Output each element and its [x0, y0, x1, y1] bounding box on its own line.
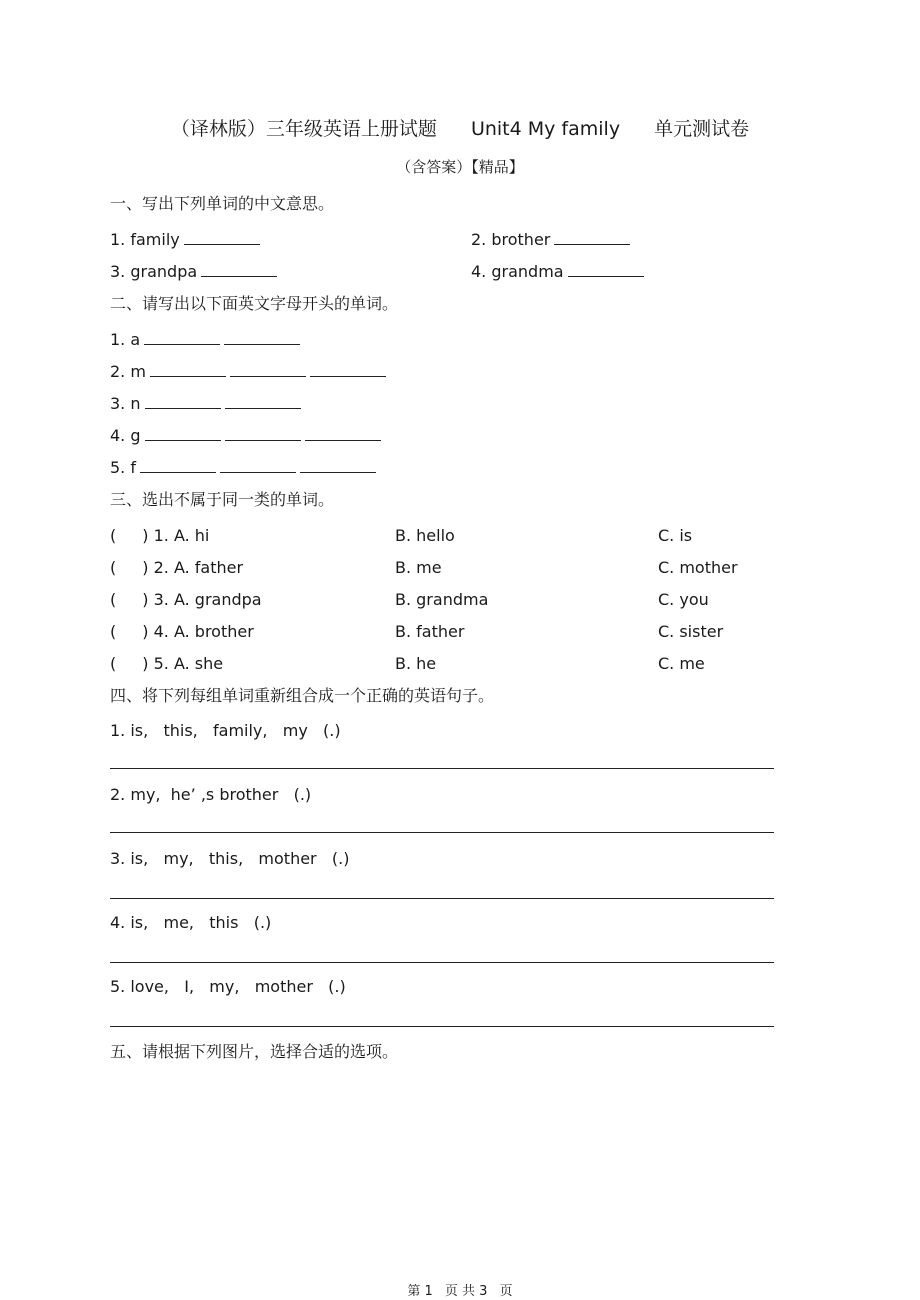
- reorder-question: 4. is, me, this (.): [110, 913, 272, 932]
- option-a: 2. A. father: [153, 558, 244, 577]
- answer-blank[interactable]: [140, 457, 216, 473]
- item-label: 1. a: [110, 330, 141, 349]
- choice-question: [110, 525, 209, 547]
- section1-heading: 一、写出下列单词的中文意思。: [110, 194, 335, 213]
- answer-blank[interactable]: [224, 329, 300, 345]
- item-label: 2. brother: [471, 230, 551, 249]
- section2-item: [110, 329, 300, 351]
- section1-item: [110, 261, 277, 283]
- item-label: 3. n: [110, 394, 141, 413]
- answer-blank[interactable]: [300, 457, 376, 473]
- answer-blank[interactable]: [230, 361, 306, 377]
- answer-bracket-open[interactable]: (: [110, 654, 117, 673]
- answer-blank[interactable]: [225, 393, 301, 409]
- option-a: 1. A. hi: [153, 526, 210, 545]
- answer-bracket-open[interactable]: (: [110, 622, 117, 641]
- answer-line[interactable]: [110, 1026, 774, 1027]
- answer-blank[interactable]: [220, 457, 296, 473]
- option-a: 4. A. brother: [153, 622, 254, 641]
- answer-blank[interactable]: [225, 425, 301, 441]
- choice-question: [110, 589, 262, 611]
- title-part-3: 单元测试卷: [654, 118, 750, 140]
- answer-bracket-close: ): [142, 622, 149, 641]
- answer-blank[interactable]: [310, 361, 386, 377]
- answer-blank[interactable]: [150, 361, 226, 377]
- option-a: 5. A. she: [153, 654, 224, 673]
- choice-question: [110, 557, 243, 579]
- title-part-2: Unit4 My family: [470, 118, 621, 140]
- option-b: B. father: [395, 622, 465, 641]
- answer-blank[interactable]: [145, 393, 221, 409]
- section2-item: [110, 425, 381, 447]
- section2-item: [110, 393, 301, 415]
- item-label: 4. grandma: [471, 262, 564, 281]
- option-c: C. me: [658, 654, 705, 673]
- section4-heading: 四、将下列每组单词重新组合成一个正确的英语句子。: [110, 686, 495, 705]
- page-subtitle: （含答案）【精品】: [396, 158, 524, 176]
- section2-heading: 二、请写出以下面英文字母开头的单词。: [110, 294, 399, 313]
- reorder-question: 5. love, I, my, mother (.): [110, 977, 346, 996]
- answer-bracket-close: ): [142, 558, 149, 577]
- answer-bracket-close: ): [142, 590, 149, 609]
- page-total: 页 共 3: [444, 1284, 488, 1299]
- answer-line[interactable]: [110, 768, 774, 769]
- page-title: [0, 116, 920, 142]
- option-c: C. sister: [658, 622, 724, 641]
- answer-blank[interactable]: [554, 229, 630, 245]
- item-label: 4. g: [110, 426, 141, 445]
- option-c: C. mother: [658, 558, 738, 577]
- answer-bracket-open[interactable]: (: [110, 590, 117, 609]
- answer-blank[interactable]: [145, 425, 221, 441]
- answer-line[interactable]: [110, 962, 774, 963]
- option-b: B. hello: [395, 526, 455, 545]
- reorder-question: 3. is, my, this, mother (.): [110, 849, 350, 868]
- option-c: C. is: [658, 526, 693, 545]
- item-label: 3. grandpa: [110, 262, 198, 281]
- section2-item: [110, 361, 386, 383]
- answer-bracket-open[interactable]: (: [110, 558, 117, 577]
- section3-heading: 三、选出不属于同一类的单词。: [110, 490, 335, 509]
- section1-item: [471, 229, 630, 251]
- option-c: C. you: [658, 590, 709, 609]
- item-label: 1. family: [110, 230, 180, 249]
- item-label: 2. m: [110, 362, 146, 381]
- answer-line[interactable]: [110, 832, 774, 833]
- reorder-question: 1. is, this, family, my (.): [110, 721, 341, 740]
- section2-item: [110, 457, 376, 479]
- page-footer: [0, 1284, 920, 1300]
- choice-question: [110, 621, 254, 643]
- item-label: 5. f: [110, 458, 136, 477]
- option-b: B. he: [395, 654, 437, 673]
- option-b: B. me: [395, 558, 442, 577]
- page-suffix: 页: [499, 1284, 513, 1299]
- section1-item: [110, 229, 260, 251]
- choice-question: [110, 653, 223, 675]
- answer-bracket-close: ): [142, 526, 149, 545]
- title-part-1: （译林版）三年级英语上册试题: [170, 118, 437, 140]
- reorder-question: 2. my, he’ ,s brother (.): [110, 785, 312, 804]
- answer-bracket-open[interactable]: (: [110, 526, 117, 545]
- section1-item: [471, 261, 644, 283]
- answer-blank[interactable]: [305, 425, 381, 441]
- option-b: B. grandma: [395, 590, 489, 609]
- page-number: 第 1: [407, 1284, 433, 1299]
- answer-blank[interactable]: [144, 329, 220, 345]
- answer-bracket-close: ): [142, 654, 149, 673]
- answer-blank[interactable]: [201, 261, 277, 277]
- answer-blank[interactable]: [184, 229, 260, 245]
- section5-heading: 五、请根据下列图片，选择合适的选项。: [110, 1042, 399, 1061]
- option-a: 3. A. grandpa: [153, 590, 262, 609]
- answer-line[interactable]: [110, 898, 774, 899]
- answer-blank[interactable]: [568, 261, 644, 277]
